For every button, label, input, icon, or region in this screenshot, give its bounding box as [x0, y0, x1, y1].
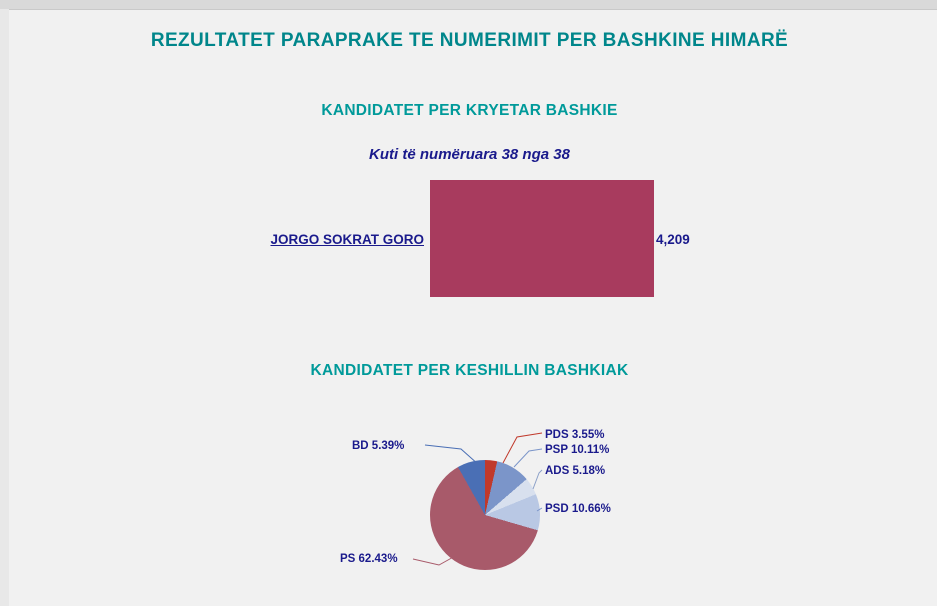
boxes-counted-label: Kuti të numëruara 38 nga 38 — [369, 146, 570, 163]
pie-label-psd: PSD 10.66% — [545, 503, 611, 515]
bar-category-label[interactable]: JORGO SOKRAT GORO — [270, 232, 424, 247]
pie-label-ps: PS 62.43% — [340, 553, 398, 565]
pie-label-ads: ADS 5.18% — [545, 465, 606, 477]
window-top-strip — [0, 0, 937, 10]
pie-label-bd: BD 5.39% — [352, 440, 405, 452]
pie-label-pds: PDS 3.55% — [545, 429, 605, 441]
results-card — [9, 10, 930, 596]
council-pie-chart — [9, 405, 930, 590]
bar-series-jorgo-sokrat-goro — [430, 180, 654, 297]
pie-leader-lines — [9, 405, 930, 590]
page-title: REZULTATET PARAPRAKE TE NUMERIMIT PER BASHKINE HIMARË — [150, 30, 789, 51]
window-left-strip — [0, 9, 9, 606]
mayor-section-title: KANDIDATET PER KRYETAR BASHKIE — [321, 102, 618, 119]
bar-value-label: 4,209 — [656, 232, 690, 247]
mayor-bar-chart — [9, 175, 930, 320]
council-section-title: KANDIDATET PER KESHILLIN BASHKIAK — [310, 362, 629, 379]
pie-label-psp: PSP 10.11% — [545, 444, 610, 456]
